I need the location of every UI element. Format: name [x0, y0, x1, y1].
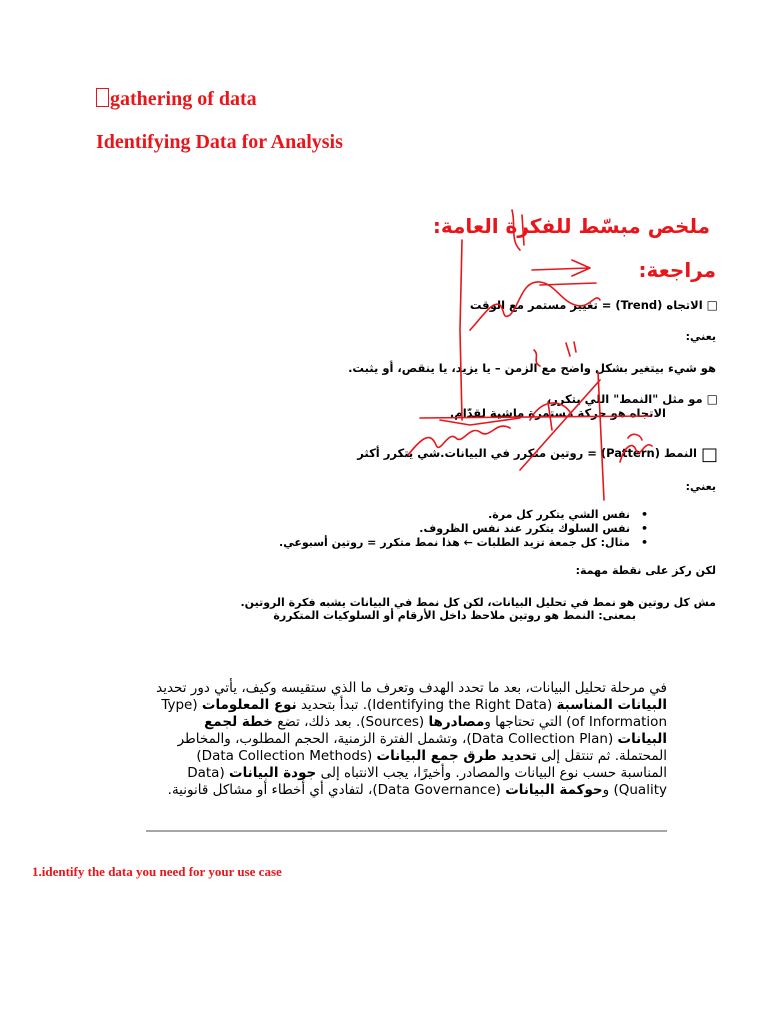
- focus-note: لكن ركز على نقطة مهمة:: [575, 564, 716, 577]
- step-1-heading: 1.identify the data you need for your use case: [32, 864, 282, 879]
- list-item: مثال: كل جمعة تزيد الطلبات ← هذا نمط متكرر = روتين أسبوعي. •: [279, 536, 648, 550]
- ink-scribble-right: [620, 445, 652, 462]
- ink-axis-horizontal: [440, 418, 520, 425]
- list-item: نفس السلوك يتكرر عند نفس الظروف. •: [279, 522, 648, 536]
- meaning-label: يعني:: [685, 330, 716, 343]
- trend-explanation: هو شيء بيتغير بشكل واضح مع الزمن – يا يزيد، يا ينقص، أو يثبت.: [348, 361, 716, 375]
- review-title: مراجعة:: [638, 258, 716, 282]
- trend-definition: □ الاتجاه (Trend) = تغيير مستمر مع الوقت: [469, 298, 718, 312]
- ink-trend-line: [470, 282, 600, 330]
- ink-cross-diagonal: [520, 380, 600, 470]
- ink-mark-1: [534, 350, 540, 366]
- ink-scribble-right-2: [628, 434, 642, 440]
- list-item: نفس الشي يتكرر كل مرة. •: [279, 508, 648, 522]
- title-gathering: gathering of data: [96, 88, 257, 111]
- ink-horizontal-line: [420, 416, 650, 418]
- ink-scribble-left: [408, 426, 510, 455]
- ink-cross-vertical: [598, 372, 604, 500]
- meaning-label-2: يعني:: [685, 480, 716, 493]
- ink-underline: [540, 283, 596, 285]
- ink-mark-2: [566, 342, 576, 356]
- horizontal-divider: [146, 830, 667, 832]
- pattern-definition: □ النمط (Pattern) = روتين متكرر في البيانات.شي يتكرر أكثر: [357, 444, 718, 465]
- ink-arrow: [532, 260, 590, 276]
- missing-glyph-icon: □: [700, 444, 718, 465]
- missing-glyph-icon: □: [706, 392, 718, 406]
- ink-scribble-top: [512, 210, 524, 250]
- not-every-routine: مش كل روتين هو نمط في تحليل البيانات، لكن كل نمط في البيانات يشبه فكرة الروتين. بمعنى: النمط هو روتين ملاحظ داخل الأرقام أو السلوكيات المتكررة: [240, 596, 716, 622]
- ink-axis-vertical: [460, 240, 462, 420]
- missing-glyph-icon: □: [706, 298, 718, 312]
- title-identifying: Identifying Data for Analysis: [96, 131, 343, 153]
- summary-title: ملخص مبسّط للفكرة العامة:: [432, 214, 710, 238]
- analysis-paragraph: في مرحلة تحليل البيانات، بعد ما تحدد الهدف وتعرف ما الذي ستقيسه وكيف، يأتي دور تحديد البيانات المناسبة (Identifying the Right Data). تبدأ بتحديد نوع المعلومات (Type of Information) التي تحتاجها ومصادرها (Sources). بعد ذلك، تضع خطة لجمع البيانات (Data Collection Plan)، وتشمل الفترة الزمنية، الحجم المطلوب، والمخاطر المحتملة. ثم تنتقل إلى تحديد طرق جمع البيانات (Data Collection Methods) المناسبة حسب نوع البيانات والمصادر. وأخيرًا، يجب الانتباه إلى جودة البيانات (Data Quality) وحوكمة البيانات (Data Governance)، لتفادي أي أخطاء أو مشاكل قانونية.: [156, 680, 667, 798]
- trend-note: □ مو مثل "النمط" اللي يتكرر، الاتجاه هو حركة مستمرة ماشية لقدّام.: [449, 392, 718, 420]
